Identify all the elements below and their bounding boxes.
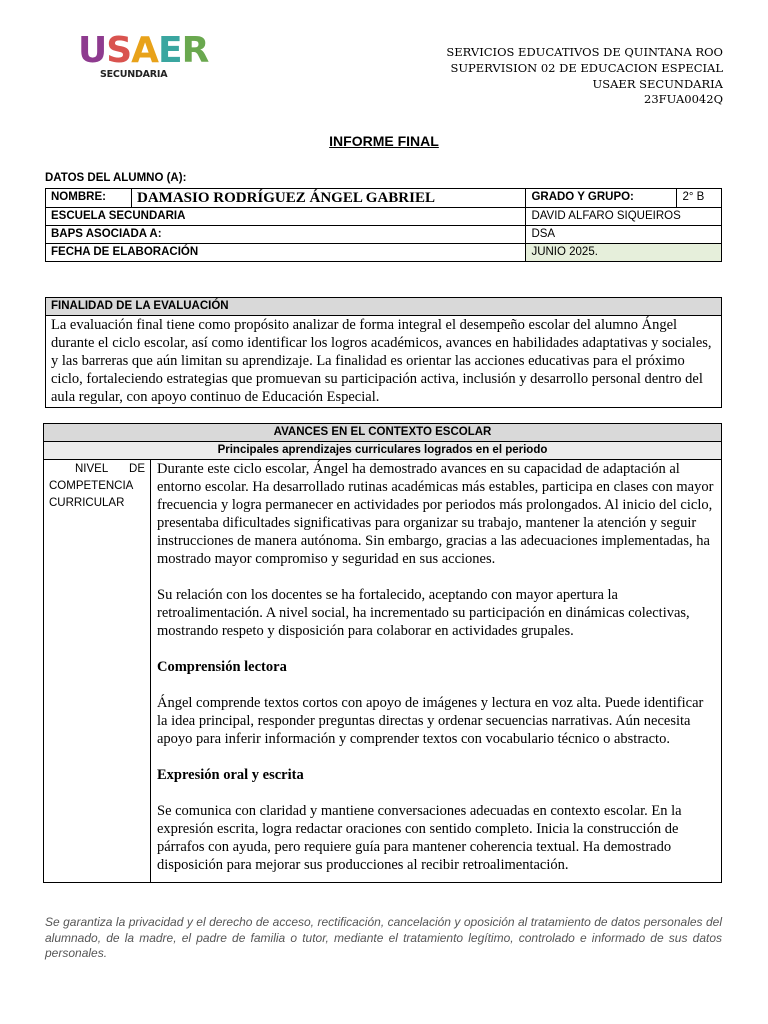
privacy-notice: Se garantiza la privacidad y el derecho de acceso, rectificación, cancelación y oposición al tratamiento de datos personales del alumnado, de la madre, el padre de familia o tutor, mediante el tratamiento legítimo, controlado e informado de sus datos personales. — [45, 915, 722, 960]
reading-heading: Comprensión lectora — [157, 659, 287, 675]
expression-paragraph: Se comunica con claridad y mantiene conversaciones adecuadas en contexto escolar. En la expresión escrita, logra redactar oraciones con sentido completo. Inicia la construcción de párrafos con ayuda, pero requiere guía para mantener coherencia textual. Ha demostrado disposición para mejorar sus producciones al recibir retroalimentación. — [157, 803, 682, 873]
grade-label: GRADO Y GRUPO: — [526, 189, 677, 208]
progress-table — [43, 423, 722, 883]
reading-paragraph: Ángel comprende textos cortos con apoyo de imágenes y lectura en voz alta. Puede identificar la idea principal, responder preguntas directas y ordenar secuencias narrativas. Aún necesita apoyo para inferir información y comprender textos con vocabulario técnico o abstracto. — [157, 695, 704, 747]
baps-value: DSA — [526, 226, 722, 244]
logo-subtitle: SECUNDARIA — [100, 69, 168, 80]
date-label: FECHA DE ELABORACIÓN — [46, 244, 526, 262]
logo-letter: A — [131, 30, 159, 71]
expression-heading: Expresión oral y escrita — [157, 767, 304, 783]
progress-header: AVANCES EN EL CONTEXTO ESCOLAR — [44, 424, 722, 442]
logo-letter: S — [106, 30, 132, 71]
table-row — [46, 244, 722, 262]
institution-line: SERVICIOS EDUCATIVOS DE QUINTANA ROO — [446, 45, 723, 59]
document-title: INFORME FINAL — [329, 133, 439, 149]
student-section-label: DATOS DEL ALUMNO (A): — [45, 172, 187, 184]
grade-value: 2° B — [677, 189, 722, 208]
logo-letter: E — [158, 30, 182, 71]
table-row — [44, 460, 722, 883]
logo-wordmark — [78, 30, 209, 71]
table-row — [46, 189, 722, 208]
table-row — [46, 298, 722, 316]
label-word: DE — [129, 463, 145, 475]
competence-level-label — [44, 460, 151, 883]
institution-line: SUPERVISION 02 DE EDUCACION ESPECIAL — [450, 60, 723, 75]
date-value: JUNIO 2025. — [526, 244, 722, 262]
table-row — [46, 226, 722, 244]
logo-letter: U — [78, 30, 107, 71]
school-label: ESCUELA SECUNDARIA — [46, 208, 526, 226]
progress-subheader: Principales aprendizajes curriculares logrados en el periodo — [44, 442, 722, 460]
purpose-text: La evaluación final tiene como propósito analizar de forma integral el desempeño escolar del alumno Ángel durante el ciclo escolar, así como identificar los logros académicos, avances en habilidades adaptativas y sociales, y las barreras que aún limitan su aprendizaje. La finalidad es orientar las acciones educativas para el próximo ciclo, fortaleciendo estrategias que promuevan su participación activa, inclusión y desarrollo personal dentro del aula regular, con apoyo continuo de Educación Especial. — [46, 316, 722, 408]
institution-header — [446, 45, 723, 108]
label-word: NIVEL — [75, 463, 109, 475]
school-value: DAVID ALFARO SIQUEIROS — [526, 208, 722, 226]
table-row — [44, 424, 722, 442]
baps-label: BAPS ASOCIADA A: — [46, 226, 526, 244]
label-rest: COMPETENCIA CURRICULAR — [49, 480, 134, 509]
logo-letter: R — [181, 30, 209, 71]
institution-line: USAER SECUNDARIA — [592, 76, 723, 91]
progress-paragraph: Su relación con los docentes se ha fortalecido, aceptando con mayor apertura la retroalimentación. A nivel social, ha incrementado su participación en dinámicas colectivas, mostrando respeto y disposición para colaborar en actividades grupales. — [157, 587, 690, 639]
institution-code: 23FUA0042Q — [644, 92, 723, 107]
progress-content — [151, 460, 722, 883]
purpose-table — [45, 297, 722, 408]
purpose-header: FINALIDAD DE LA EVALUACIÓN — [46, 298, 722, 316]
name-label: NOMBRE: — [46, 189, 132, 208]
usaer-logo — [78, 30, 209, 88]
student-data-table — [45, 188, 722, 262]
name-value: DAMASIO RODRÍGUEZ ÁNGEL GABRIEL — [132, 189, 526, 208]
table-row — [44, 442, 722, 460]
table-row — [46, 208, 722, 226]
table-row — [46, 316, 722, 408]
progress-paragraph: Durante este ciclo escolar, Ángel ha demostrado avances en su capacidad de adaptación al entorno escolar. Ha desarrollado rutinas académicas más estables, participa en clases con mayor frecuencia y logra permanecer en actividades por periodos más prolongados. Al inicio del ciclo, presentaba dificultades significativas para organizar su trabajo, mantener la atención y seguir instrucciones de manera autónoma. Sin embargo, gracias a las adecuaciones implementadas, ha mostrado mayor compromiso y seguridad en sus acciones. — [157, 461, 714, 567]
